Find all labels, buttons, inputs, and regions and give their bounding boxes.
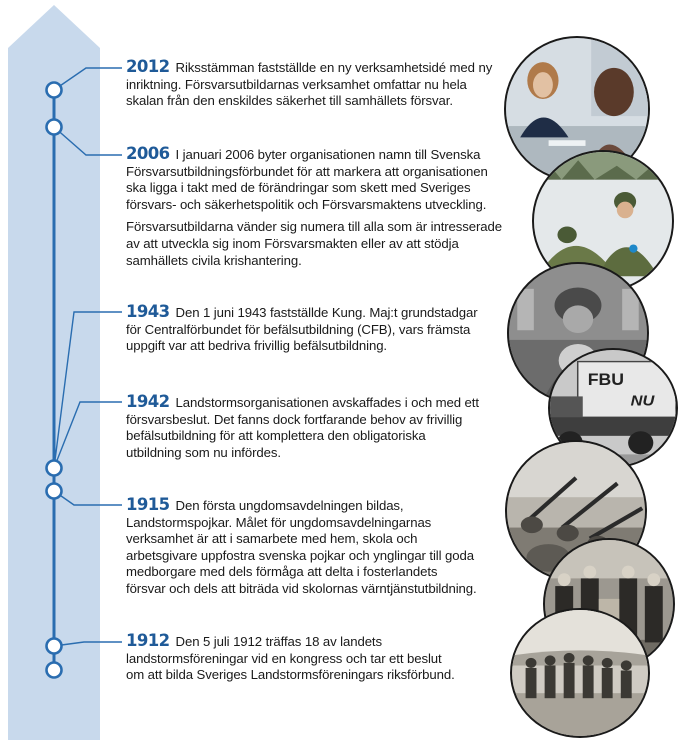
- timeline-node: [47, 461, 62, 476]
- entry-text: Den 5 juli 1912 träffas 18 av landets landstormsföreningar vid en kongress och tar ett beslut om att bilda Sveriges Landstormsföreningars riksförbund.: [126, 634, 455, 683]
- entry-year: 2006: [126, 144, 170, 163]
- entry-1915: [126, 497, 478, 598]
- timeline-node: [47, 484, 62, 499]
- entry-text: Riksstämman fastställde en ny verksamhetsidé med ny inriktning. Försvarsutbildarnas verksamhet omfattar nu hela skalan från den enskildes säkerhet till samhällets försvar.: [126, 60, 493, 109]
- truck-sign-fbu: FBU: [587, 370, 625, 389]
- timeline-node: [47, 663, 62, 678]
- entry-text: I januari 2006 byter organisationen namn till Svenska Försvarsutbildningsförbundet för att markera att organisationen ska ligga i takt med de förändringar som skett med Sveriges försvars- och säkerhetspolitik och Försvarsmaktens utveckling.: [126, 147, 488, 212]
- truck-sign-nu: NU: [630, 393, 655, 410]
- entry-2012: [126, 59, 498, 110]
- entry-text: Landstormsorganisationen avskaffades i och med ett försvarsbeslut. Det fanns dock fortfarande behov av frivillig befälsutbildning för att komplettera den obligatoriska utbildning som nu infördes.: [126, 395, 479, 460]
- entry-year: 1942: [126, 392, 170, 411]
- entry-text: Den 1 juni 1943 fastställde Kung. Maj:t grundstadgar för Centralförbundet för befälsutbildning (CFB), vars främsta uppgift var att bedriva frivillig befälsutbildning.: [126, 305, 478, 354]
- entry-year: 1915: [126, 495, 170, 514]
- entry-year: 1912: [126, 631, 170, 650]
- timeline-node: [47, 639, 62, 654]
- entry-year: 1943: [126, 302, 170, 321]
- entry-1942: [126, 394, 482, 461]
- timeline-node: [47, 83, 62, 98]
- entry-1912: [126, 633, 458, 684]
- timeline-node: [47, 120, 62, 135]
- entry-1943: [126, 304, 496, 355]
- entry-text: Den första ungdomsavdelningen bildas, Landstormspojkar. Målet för ungdomsavdelningarnas verksamhet är att i samarbete med hem, skola och arbetsgivare uppfostra svenska pojkar och ynglingar till goda medborgare med dels förmåga att delta i fosterlandets försvar och dels att biträda vid skolornas värntjänstutbildning.: [126, 498, 477, 596]
- marching-soldiers-photo: [510, 608, 650, 738]
- entry-text: Försvarsutbildarna vänder sig numera till alla som är intresserade av att utveckla sig inom Försvarsmakten eller av att stödja samhällets civila krishantering.: [126, 219, 503, 268]
- entry-2006: [126, 146, 502, 269]
- entry-year: 2012: [126, 57, 170, 76]
